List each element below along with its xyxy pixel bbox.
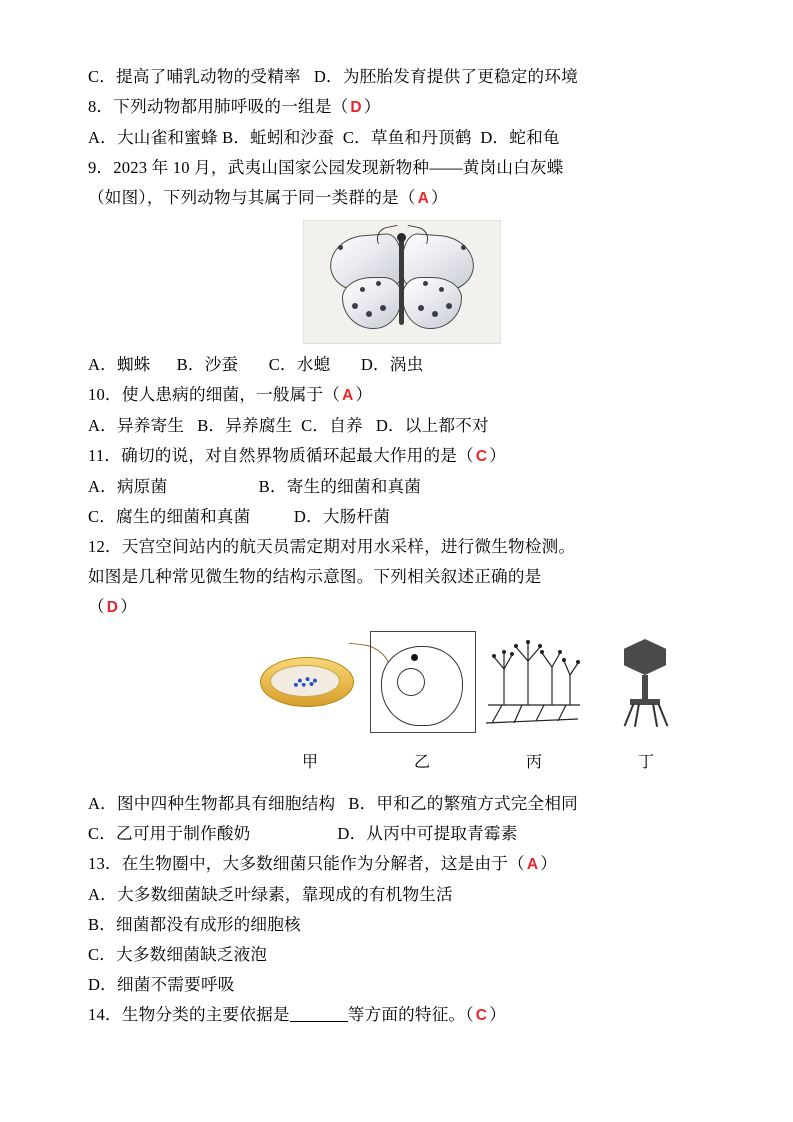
butterfly-spot — [366, 311, 372, 317]
q12-stem-before: （ — [88, 597, 105, 616]
butterfly-spot — [352, 303, 358, 309]
q12-stem-after: ） — [120, 597, 137, 616]
q14-stem-after: ） — [489, 1005, 506, 1024]
butterfly-spot — [418, 305, 424, 311]
question-13-option-d: D．细菌不需要呼吸 — [88, 975, 235, 994]
q14-blank — [290, 1007, 348, 1022]
q13-stem-after: ） — [540, 854, 558, 873]
q11-answer: C — [475, 448, 488, 465]
q8-stem-before: 8．下列动物都用肺呼吸的一组是（ — [88, 97, 349, 116]
microbes-figure-labels — [258, 749, 688, 775]
q14-answer: C — [475, 1007, 488, 1024]
butterfly-spot — [423, 281, 428, 286]
butterfly-spot — [376, 281, 381, 286]
microbe-bacteriophage — [594, 631, 698, 731]
butterfly-spot — [432, 311, 438, 317]
question-9-options: A．蜘蛛 B．沙蚕 C．水螅 D．涡虫 — [88, 355, 424, 374]
question-9-stem-line1: 9．2023 年 10 月，武夷山国家公园发现新物种——黄岗山白灰蝶 — [88, 158, 564, 177]
microbe-label-jia: 甲 — [301, 754, 318, 771]
question-12-stem-line2: 如图是几种常见微生物的结构示意图。下列相关叙述正确的是 — [88, 567, 542, 586]
microbe-yeast — [370, 631, 476, 733]
butterfly-spot — [461, 245, 466, 250]
question-13-option-a: A．大多数细菌缺乏叶绿素，靠现成的有机物生活 — [88, 885, 453, 904]
butterfly-wing-lower-right — [402, 277, 462, 329]
question-8-stem — [88, 92, 715, 123]
yeast-granule — [411, 654, 418, 661]
butterfly-spot — [446, 303, 452, 309]
q14-stem-before: 14．生物分类的主要依据是 — [88, 1005, 290, 1024]
phage-head — [624, 639, 666, 675]
microbe-mold — [482, 631, 586, 731]
q10-stem-before: 10．使人患病的细菌，一般属于（ — [88, 385, 341, 404]
microbes-figure — [258, 631, 688, 749]
q10-stem-after: ） — [355, 385, 373, 404]
phage-fiber — [652, 703, 658, 727]
q14-stem-mid: 等方面的特征。（ — [347, 1005, 474, 1024]
phage-base-plate — [630, 699, 660, 705]
butterfly-body — [399, 237, 404, 325]
question-14-stem — [88, 1000, 715, 1031]
question-10-stem — [88, 380, 715, 411]
mold-hyphae-icon — [482, 635, 586, 731]
question-7-options-cd: C．提高了哺乳动物的受精率 D．为胚胎发育提供了更稳定的环境 — [88, 67, 578, 86]
q8-stem-after: ） — [363, 97, 381, 116]
yeast-nucleus — [397, 668, 425, 696]
butterfly-figure — [303, 220, 501, 344]
question-11-options-line2: C．腐生的细菌和真菌 D．大肠杆菌 — [88, 507, 391, 526]
q11-stem-after: ） — [489, 446, 507, 465]
question-12-stem-line3 — [88, 592, 715, 623]
bacterium-dna — [292, 675, 318, 689]
question-11-stem — [88, 441, 715, 472]
question-8-options: A．大山雀和蜜蜂 B．蚯蚓和沙蚕 C．草鱼和丹顶鹤 D．蛇和龟 — [88, 128, 560, 147]
q12-answer: D — [106, 599, 119, 616]
microbe-label-ding: 丁 — [637, 754, 654, 771]
butterfly-wing-lower-left — [342, 277, 402, 329]
question-12-stem-line1: 12．天宫空间站内的航天员需定期对用水采样，进行微生物检测。 — [88, 537, 576, 556]
butterfly-spot — [380, 305, 386, 311]
q9-answer: A — [417, 190, 429, 207]
q10-answer: A — [342, 387, 354, 404]
q8-answer: D — [350, 99, 362, 116]
question-12-options-line2: C．乙可用于制作酸奶 D．从丙中可提取青霉素 — [88, 824, 518, 843]
butterfly-spot — [338, 245, 343, 250]
question-13-stem — [88, 849, 715, 880]
q13-stem-before: 13．在生物圈中，大多数细菌只能作为分解者，这是由于（ — [88, 854, 525, 873]
q9-stem-after: ） — [430, 188, 448, 207]
microbe-label-yi: 乙 — [413, 754, 430, 771]
question-11-options-line1: A．病原菌 B．寄生的细菌和真菌 — [88, 477, 422, 496]
butterfly-head — [397, 233, 406, 242]
question-13-option-b: B．细菌都没有成形的细胞核 — [88, 915, 301, 934]
q9-stem-before: （如图），下列动物与其属于同一类群的是（ — [88, 188, 416, 207]
microbe-label-bing: 丙 — [525, 754, 542, 771]
q11-stem-before: 11．确切的说，对自然界物质循环起最大作用的是（ — [88, 446, 474, 465]
microbe-bacterium — [258, 631, 362, 731]
question-12-options-line1: A．图中四种生物都具有细胞结构 B．甲和乙的繁殖方式完全相同 — [88, 794, 578, 813]
question-9-stem-line2 — [88, 183, 715, 214]
question-13-option-c: C．大多数细菌缺乏液泡 — [88, 945, 268, 964]
butterfly-spot — [439, 287, 444, 292]
butterfly-spot — [360, 287, 365, 292]
phage-fiber — [624, 703, 635, 726]
phage-fiber — [658, 703, 669, 726]
q13-answer: A — [526, 856, 539, 873]
phage-fiber — [634, 703, 640, 727]
phage-tail — [642, 675, 648, 701]
question-10-options: A．异养寄生 B．异养腐生 C．自养 D．以上都不对 — [88, 416, 489, 435]
